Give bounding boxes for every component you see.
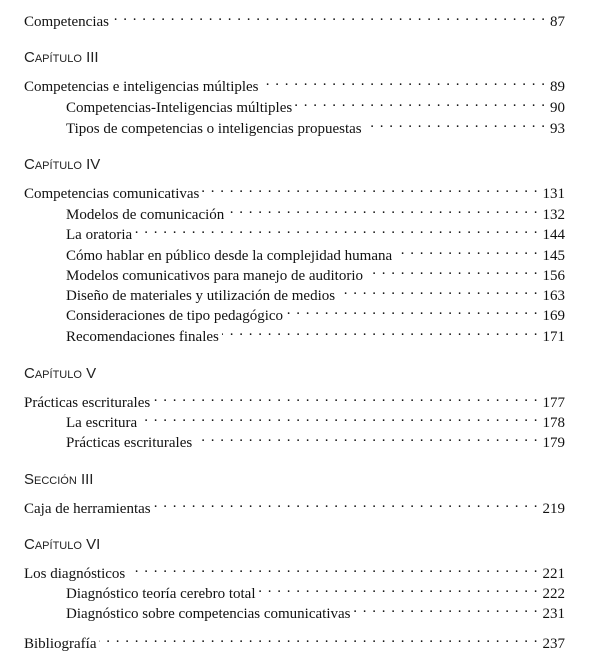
toc-subentry: [66, 300, 565, 324]
toc-entry: [24, 71, 565, 95]
chapter-heading: Capítulo IV: [24, 156, 101, 173]
entry-page: 171: [542, 329, 565, 345]
dot-leader: [395, 240, 538, 260]
entry-title: Los diagnósticos: [24, 566, 126, 582]
entry-title: Competencias: [24, 14, 109, 30]
entry-title: Diagnóstico teoría cerebro total: [66, 586, 256, 602]
toc-entry: [24, 387, 565, 411]
toc-subentry: [66, 321, 565, 345]
toc-entry: [24, 558, 565, 582]
dot-leader: [202, 178, 538, 198]
entry-page: 144: [542, 227, 565, 243]
dot-leader: [354, 598, 539, 618]
dot-leader: [140, 407, 538, 427]
toc-entry: [24, 493, 565, 517]
dot-leader: [112, 6, 546, 26]
dot-leader: [99, 628, 538, 648]
toc-subentry: [66, 407, 565, 431]
entry-title: Diagnóstico sobre competencias comunicativas: [66, 606, 351, 622]
entry-page: 163: [542, 288, 565, 304]
chapter-heading: Capítulo VI: [24, 536, 101, 553]
entry-title: Tipos de competencias o inteligencias propuestas: [66, 121, 362, 137]
entry-title: Cómo hablar en público desde la complejidad humana: [66, 248, 393, 264]
entry-page: 87: [550, 14, 565, 30]
entry-page: 222: [542, 586, 565, 602]
entry-title: Prácticas escriturales: [24, 395, 151, 411]
dot-leader: [366, 260, 538, 280]
toc-subentry: [66, 598, 565, 622]
dot-leader: [259, 578, 539, 598]
entry-page: 169: [542, 308, 565, 324]
entry-title: La oratoria: [66, 227, 133, 243]
entry-page: 131: [542, 186, 565, 202]
toc-subentry: [66, 92, 565, 116]
chapter-heading: Capítulo III: [24, 49, 99, 66]
dot-leader: [262, 71, 546, 91]
dot-leader: [365, 113, 546, 133]
entry-page: 219: [542, 501, 565, 517]
toc-subentry: [66, 199, 565, 223]
entry-page: 179: [542, 435, 565, 451]
toc-subentry: [66, 578, 565, 602]
entry-title: Consideraciones de tipo pedagógico: [66, 308, 284, 324]
entry-page: 132: [542, 207, 565, 223]
section-heading: Sección III: [24, 471, 94, 488]
dot-leader: [222, 321, 539, 341]
entry-title: Modelos comunicativos para manejo de auditorio: [66, 268, 364, 284]
toc-entry: [24, 628, 565, 652]
entry-title: Caja de herramientas: [24, 501, 151, 517]
toc-subentry: [66, 240, 565, 264]
entry-page: 178: [542, 415, 565, 431]
entry-title: Diseño de materiales y utilización de medios: [66, 288, 336, 304]
toc-subentry: [66, 219, 565, 243]
entry-title: Bibliografía: [24, 636, 97, 652]
dot-leader: [227, 199, 538, 219]
dot-leader: [295, 92, 546, 112]
entry-title: Competencias comunicativas: [24, 186, 200, 202]
entry-page: 90: [550, 100, 565, 116]
entry-title: Modelos de comunicación: [66, 207, 225, 223]
dot-leader: [128, 558, 538, 578]
dot-leader: [154, 493, 539, 513]
toc-entry: [24, 178, 565, 202]
entry-title: La escritura: [66, 415, 138, 431]
chapter-heading: Capítulo V: [24, 365, 97, 382]
entry-page: 237: [542, 636, 565, 652]
entry-title: Competencias-Inteligencias múltiples: [66, 100, 293, 116]
dot-leader: [153, 387, 538, 407]
entry-page: 231: [542, 606, 565, 622]
entry-page: 156: [542, 268, 565, 284]
dot-leader: [338, 280, 538, 300]
dot-leader: [195, 427, 538, 447]
toc-subentry: [66, 280, 565, 304]
toc-subentry: [66, 427, 565, 451]
entry-title: Prácticas escriturales: [66, 435, 193, 451]
entry-page: 177: [542, 395, 565, 411]
dot-leader: [135, 219, 538, 239]
toc-subentry: [66, 113, 565, 137]
entry-title: Recomendaciones finales: [66, 329, 219, 345]
entry-page: 89: [550, 79, 565, 95]
toc-entry: [24, 6, 565, 30]
entry-page: 221: [542, 566, 565, 582]
entry-title: Competencias e inteligencias múltiples: [24, 79, 259, 95]
entry-page: 93: [550, 121, 565, 137]
entry-page: 145: [542, 248, 565, 264]
toc-subentry: [66, 260, 565, 284]
dot-leader: [286, 300, 538, 320]
